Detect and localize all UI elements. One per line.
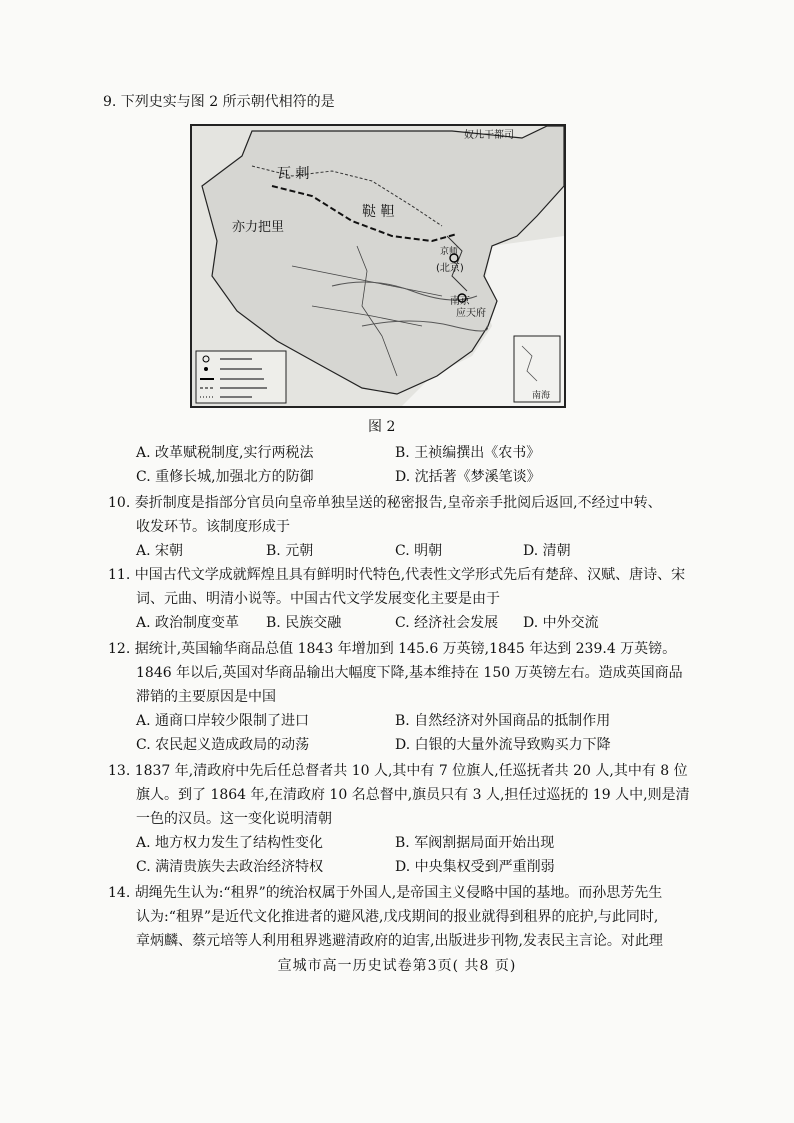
q13-line-3: 一色的汉员。这一变化说明清朝 [136,811,332,827]
q11-option-c[interactable]: C. 经济社会发展 [395,615,499,631]
map-figure [190,124,566,408]
figure-caption: 图 2 [368,419,396,435]
q12-option-b[interactable]: B. 自然经济对外国商品的抵制作用 [395,713,611,729]
page-footer: 宣城市高一历史试卷第3页( 共8 页) [277,958,517,974]
q12-line-3: 滞销的主要原因是中国 [136,689,276,705]
historical-map [192,126,564,406]
q13-option-c[interactable]: C. 满清贵族失去政治经济特权 [136,859,324,875]
q9-stem: 9. 下列史实与图 2 所示朝代相符的是 [103,94,335,110]
q14-line-1: 14. 胡绳先生认为:“租界”的统治权属于外国人,是帝国主义侵略中国的基地。而孙思芳先生 [108,885,663,901]
label-yilibali: 亦力把里 [232,220,285,235]
q9-option-c[interactable]: C. 重修长城,加强北方的防御 [136,469,314,485]
q10-option-a[interactable]: A. 宋朝 [136,543,184,559]
q9-option-d[interactable]: D. 沈括著《梦溪笔谈》 [395,469,541,485]
q12-line-2: 1846 年以后,英国对华商品输出大幅度下降,基本维持在 150 万英镑左右。造成英国商品 [136,665,683,681]
q12-option-a[interactable]: A. 通商口岸较少限制了进口 [136,713,310,729]
q11-line-2: 词、元曲、明清小说等。中国古代文学发展变化主要是由于 [136,591,500,607]
q11-line-1: 11. 中国古代文学成就辉煌且具有鲜明时代特色,代表性文学形式先后有楚辞、汉赋、唐诗、宋 [108,567,686,583]
q14-line-3: 章炳麟、蔡元培等人利用租界逃避清政府的迫害,出版进步刊物,发表民主言论。对此理 [136,933,663,949]
label-nurgan: 奴儿干都司 [464,130,514,141]
q10-option-c[interactable]: C. 明朝 [395,543,443,559]
q11-option-a[interactable]: A. 政治制度变革 [136,615,240,631]
q12-line-1: 12. 据统计,英国输华商品总值 1843 年增加到 145.6 万英镑,1845 年达到 239.4 万英镑。 [108,641,677,657]
q9-option-a[interactable]: A. 改革赋税制度,实行两税法 [136,445,314,461]
q14-line-2: 认为:“租界”是近代文化推进者的避风港,戊戌期间的报业就得到租界的庇护,与此同时, [136,909,659,925]
label-yingtianfu: 应天府 [456,308,486,319]
q13-option-a[interactable]: A. 地方权力发生了结构性变化 [136,835,324,851]
q11-option-d[interactable]: D. 中外交流 [523,615,599,631]
q12-option-d[interactable]: D. 白银的大量外流导致购买力下降 [395,737,611,753]
label-jingshi: 京师 [440,247,459,257]
label-beijing: (北京) [436,263,464,274]
q13-option-d[interactable]: D. 中央集权受到严重削弱 [395,859,555,875]
label-dada: 鞑 靼 [362,204,395,220]
q13-line-1: 13. 1837 年,清政府中先后任总督者共 10 人,其中有 7 位旗人,任巡抚者共 20 人,其中有 8 位 [108,763,688,779]
q10-option-d[interactable]: D. 清朝 [523,543,571,559]
label-inset: 南海 [532,391,551,401]
q12-option-c[interactable]: C. 农民起义造成政局的动荡 [136,737,310,753]
label-nanjing: 南京 [450,296,470,307]
label-wala: 瓦 剌 [277,166,310,182]
q10-line-2: 收发环节。该制度形成于 [136,519,290,535]
q11-option-b[interactable]: B. 民族交融 [266,615,342,631]
q13-line-2: 旗人。到了 1864 年,在清政府 10 名总督中,旗员只有 3 人,担任过巡抚的 19 人中,则是清 [136,787,690,803]
q9-option-b[interactable]: B. 王祯编撰出《农书》 [395,445,541,461]
q10-option-b[interactable]: B. 元朝 [266,543,314,559]
q13-option-b[interactable]: B. 军阀割据局面开始出现 [395,835,555,851]
q10-line-1: 10. 奏折制度是指部分官员向皇帝单独呈送的秘密报告,皇帝亲手批阅后返回,不经过中转、 [108,495,662,511]
